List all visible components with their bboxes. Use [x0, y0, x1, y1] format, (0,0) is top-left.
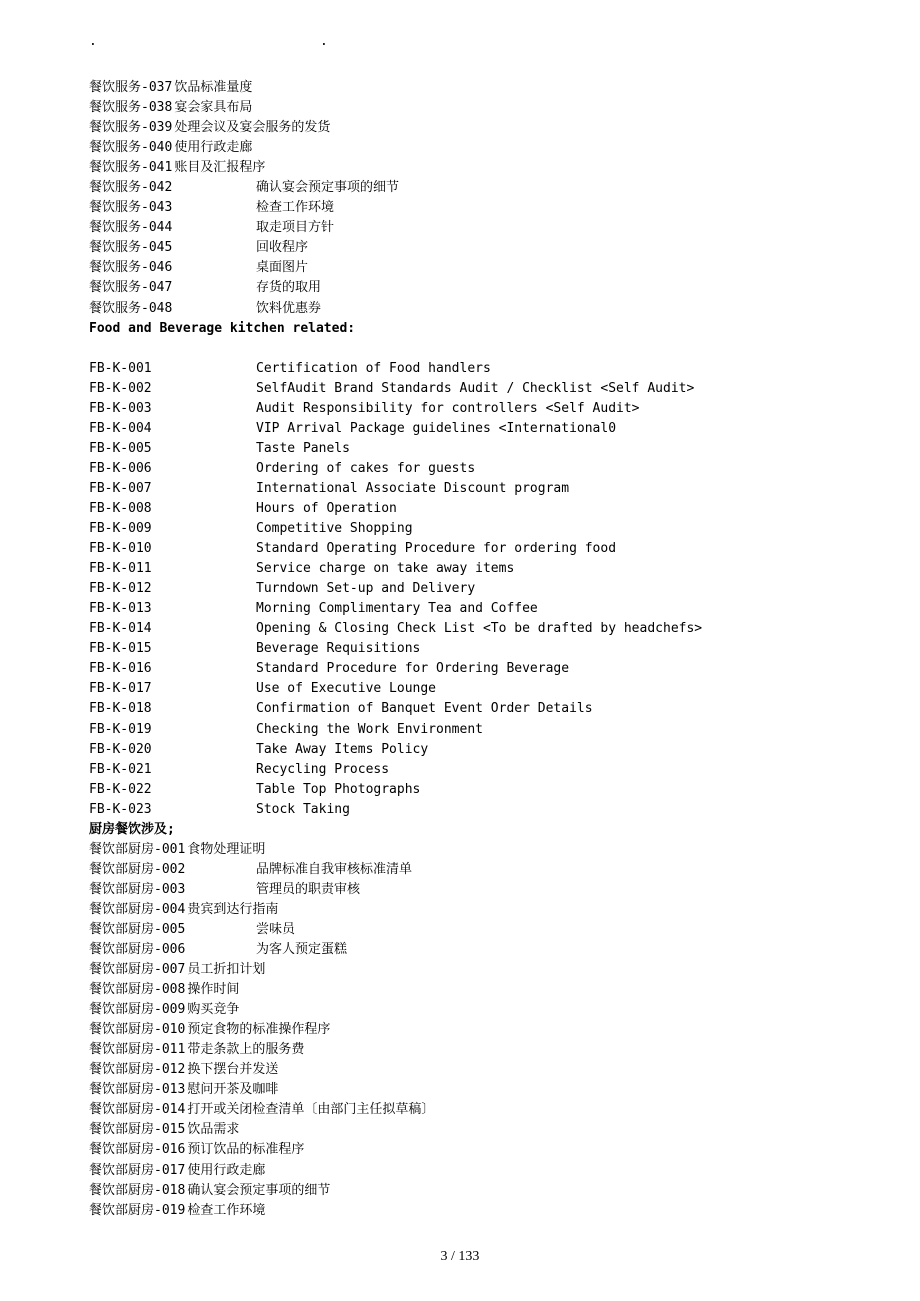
procedure-title: Turndown Set-up and Delivery: [256, 581, 476, 597]
procedure-code: FB-K-004: [89, 420, 152, 436]
procedure-line: [89, 1020, 869, 1040]
procedure-line: [89, 619, 869, 639]
procedure-title: SelfAudit Brand Standards Audit / Checklist <Self Audit>: [256, 380, 695, 396]
section-heading: Food and Beverage kitchen related:: [89, 320, 356, 336]
procedure-title: 预订饮品的标准程序: [187, 1142, 305, 1158]
procedure-title: 带走条款上的服务费: [187, 1042, 305, 1058]
procedure-title: Checking the Work Environment: [256, 721, 483, 737]
procedure-title: 存货的取用: [256, 280, 322, 296]
procedure-code: 餐饮部厨房-006: [89, 942, 186, 958]
procedure-code: 餐饮部厨房-017: [89, 1162, 186, 1178]
procedure-title: Certification of Food handlers: [256, 360, 491, 376]
procedure-line: [89, 679, 869, 699]
procedure-line: [89, 740, 869, 760]
procedure-title: 取走项目方针: [256, 220, 335, 236]
procedure-line: [89, 760, 869, 780]
procedure-line: [89, 720, 869, 740]
procedure-line: [89, 1140, 869, 1160]
procedure-title: Service charge on take away items: [256, 561, 515, 577]
procedure-line: [89, 78, 869, 98]
procedure-line: [89, 258, 869, 278]
procedure-title: Competitive Shopping: [256, 521, 413, 537]
procedure-code: 餐饮部厨房-004: [89, 901, 186, 917]
procedure-line: [89, 940, 869, 960]
procedure-title: 员工折扣计划: [187, 962, 266, 978]
procedure-line: [89, 98, 869, 118]
procedure-line: [89, 238, 869, 258]
procedure-line: [89, 218, 869, 238]
procedure-title: Standard Procedure for Ordering Beverage: [256, 661, 570, 677]
procedure-code: 餐饮部厨房-007: [89, 962, 186, 978]
procedure-code: FB-K-014: [89, 621, 152, 637]
procedure-title: 使用行政走廊: [174, 140, 253, 156]
procedure-line: [89, 1080, 869, 1100]
procedure-line: [89, 659, 869, 679]
procedure-code: 餐饮服务-046: [89, 260, 173, 276]
procedure-line: [89, 980, 869, 1000]
procedure-title: 管理员的职责审核: [256, 881, 361, 897]
procedure-code: FB-K-019: [89, 721, 152, 737]
procedure-code: 餐饮部厨房-015: [89, 1122, 186, 1138]
procedure-code: 餐饮部厨房-016: [89, 1142, 186, 1158]
procedure-code: 餐饮部厨房-013: [89, 1082, 186, 1098]
procedure-code: 餐饮服务-038: [89, 100, 173, 116]
procedure-line: [89, 1201, 869, 1221]
procedure-title: Beverage Requisitions: [256, 641, 421, 657]
procedure-title: 品牌标准自我审核标准清单: [256, 861, 413, 877]
procedure-line: [89, 379, 869, 399]
blank-line: [89, 339, 869, 359]
procedure-title: Take Away Items Policy: [256, 741, 429, 757]
procedure-line: [89, 118, 869, 138]
procedure-code: 餐饮部厨房-010: [89, 1022, 186, 1038]
procedure-code: 餐饮服务-047: [89, 280, 173, 296]
procedure-code: FB-K-005: [89, 440, 152, 456]
procedure-title: 账目及汇报程序: [174, 160, 266, 176]
procedure-code: FB-K-006: [89, 460, 152, 476]
procedure-title: 使用行政走廊: [187, 1162, 266, 1178]
procedure-title: Morning Complimentary Tea and Coffee: [256, 601, 538, 617]
procedure-code: 餐饮服务-043: [89, 200, 173, 216]
procedure-code: FB-K-023: [89, 801, 152, 817]
procedure-line: [89, 900, 869, 920]
procedure-code: FB-K-020: [89, 741, 152, 757]
procedure-line: [89, 278, 869, 298]
procedure-title: Audit Responsibility for controllers <Self Audit>: [256, 400, 640, 416]
procedure-line: [89, 158, 869, 178]
procedure-code: 餐饮服务-039: [89, 120, 173, 136]
procedure-title: 回收程序: [256, 240, 309, 256]
procedure-code: FB-K-008: [89, 500, 152, 516]
procedure-title: 桌面图片: [256, 260, 309, 276]
procedure-line: [89, 579, 869, 599]
procedure-line: [89, 399, 869, 419]
procedure-code: 餐饮部厨房-019: [89, 1202, 186, 1218]
procedure-code: FB-K-017: [89, 681, 152, 697]
procedure-title: Standard Operating Procedure for ordering food: [256, 541, 617, 557]
procedure-line: [89, 359, 869, 379]
procedure-line: [89, 860, 869, 880]
procedure-line: [89, 459, 869, 479]
document-body: [89, 78, 869, 1221]
procedure-code: 餐饮服务-037: [89, 80, 173, 95]
procedure-title: 饮品需求: [187, 1122, 240, 1138]
procedure-line: [89, 419, 869, 439]
procedure-line: [89, 880, 869, 900]
procedure-line: [89, 299, 869, 319]
procedure-code: FB-K-003: [89, 400, 152, 416]
procedure-code: FB-K-007: [89, 480, 152, 496]
procedure-title: Ordering of cakes for guests: [256, 460, 476, 476]
procedure-code: 餐饮服务-042: [89, 180, 173, 196]
procedure-line: [89, 178, 869, 198]
procedure-title: Stock Taking: [256, 801, 350, 817]
header-dots: [89, 34, 329, 54]
procedure-code: 餐饮服务-041: [89, 160, 173, 176]
procedure-title: 检查工作环境: [187, 1202, 266, 1218]
procedure-line: [89, 599, 869, 619]
procedure-title: 打开或关闭检查清单〔由部门主任拟草稿〕: [187, 1102, 435, 1118]
procedure-title: 确认宴会预定事项的细节: [187, 1182, 331, 1198]
procedure-title: 食物处理证明: [187, 841, 266, 857]
procedure-title: Hours of Operation: [256, 500, 397, 516]
procedure-code: FB-K-015: [89, 641, 152, 657]
procedure-code: FB-K-009: [89, 521, 152, 537]
page-number: 3 / 133: [440, 1249, 480, 1264]
procedure-line: [89, 539, 869, 559]
procedure-code: 餐饮服务-040: [89, 140, 173, 156]
procedure-title: 宴会家具布局: [174, 100, 253, 116]
procedure-code: 餐饮服务-048: [89, 300, 173, 316]
procedure-line: [89, 499, 869, 519]
procedure-title: Table Top Photographs: [256, 781, 421, 797]
procedure-title: 确认宴会预定事项的细节: [256, 180, 400, 196]
procedure-line: [89, 1120, 869, 1140]
procedure-line: [89, 800, 869, 820]
procedure-code: 餐饮部厨房-003: [89, 881, 186, 897]
procedure-code: FB-K-018: [89, 701, 152, 717]
procedure-title: Recycling Process: [256, 761, 390, 777]
procedure-title: Use of Executive Lounge: [256, 681, 437, 697]
procedure-line: [89, 198, 869, 218]
procedure-code: FB-K-016: [89, 661, 152, 677]
procedure-title: 预定食物的标准操作程序: [187, 1022, 331, 1038]
procedure-line: [89, 479, 869, 499]
procedure-line: [89, 1000, 869, 1020]
procedure-line: [89, 559, 869, 579]
procedure-code: 餐饮部厨房-008: [89, 982, 186, 998]
procedure-line: [89, 1161, 869, 1181]
procedure-line: [89, 699, 869, 719]
procedure-title: 贵宾到达行指南: [187, 901, 279, 917]
procedure-title: VIP Arrival Package guidelines <International0: [256, 420, 617, 436]
procedure-line: [89, 1181, 869, 1201]
procedure-title: 检查工作环境: [256, 200, 335, 216]
procedure-line: [89, 960, 869, 980]
procedure-code: 餐饮部厨房-012: [89, 1062, 186, 1078]
procedure-code: FB-K-013: [89, 601, 152, 617]
header-dot-left: .: [89, 34, 97, 49]
procedure-code: FB-K-022: [89, 781, 152, 797]
procedure-title: 购买竞争: [187, 1002, 240, 1018]
procedure-line: [89, 780, 869, 800]
procedure-title: Taste Panels: [256, 440, 350, 456]
procedure-title: Opening & Closing Check List <To be drafted by headchefs>: [256, 621, 703, 637]
procedure-code: 餐饮服务-045: [89, 240, 173, 256]
procedure-code: 餐饮部厨房-018: [89, 1182, 186, 1198]
procedure-title: 饮品标准量度: [174, 80, 253, 95]
procedure-code: FB-K-010: [89, 541, 152, 557]
procedure-line: [89, 439, 869, 459]
section-heading: 厨房餐饮涉及;: [89, 821, 175, 837]
procedure-line: [89, 639, 869, 659]
procedure-code: 餐饮部厨房-005: [89, 921, 186, 937]
procedure-line: [89, 1040, 869, 1060]
procedure-code: FB-K-012: [89, 581, 152, 597]
procedure-code: 餐饮部厨房-002: [89, 861, 186, 877]
procedure-line: [89, 519, 869, 539]
procedure-line: [89, 920, 869, 940]
procedure-title: 为客人预定蛋糕: [256, 942, 348, 958]
procedure-title: 换下摆台并发送: [187, 1062, 279, 1078]
procedure-line: [89, 1100, 869, 1120]
procedure-title: 处理会议及宴会服务的发货: [174, 120, 331, 136]
procedure-code: 餐饮部厨房-014: [89, 1102, 186, 1118]
procedure-title: 饮料优惠券: [256, 300, 322, 316]
procedure-code: 餐饮部厨房-009: [89, 1002, 186, 1018]
procedure-code: 餐饮部厨房-001: [89, 841, 186, 857]
procedure-title: 尝味员: [256, 921, 296, 937]
procedure-code: FB-K-001: [89, 360, 152, 376]
procedure-title: 慰问开茶及咖啡: [187, 1082, 279, 1098]
procedure-title: Confirmation of Banquet Event Order Details: [256, 701, 593, 717]
procedure-line: [89, 1060, 869, 1080]
procedure-code: FB-K-011: [89, 561, 152, 577]
procedure-code: 餐饮服务-044: [89, 220, 173, 236]
procedure-title: 操作时间: [187, 982, 240, 998]
procedure-line: [89, 840, 869, 860]
procedure-code: FB-K-002: [89, 380, 152, 396]
procedure-code: 餐饮部厨房-011: [89, 1042, 186, 1058]
header-dot-right: .: [320, 34, 328, 49]
procedure-code: FB-K-021: [89, 761, 152, 777]
procedure-title: International Associate Discount program: [256, 480, 570, 496]
procedure-line: [89, 138, 869, 158]
